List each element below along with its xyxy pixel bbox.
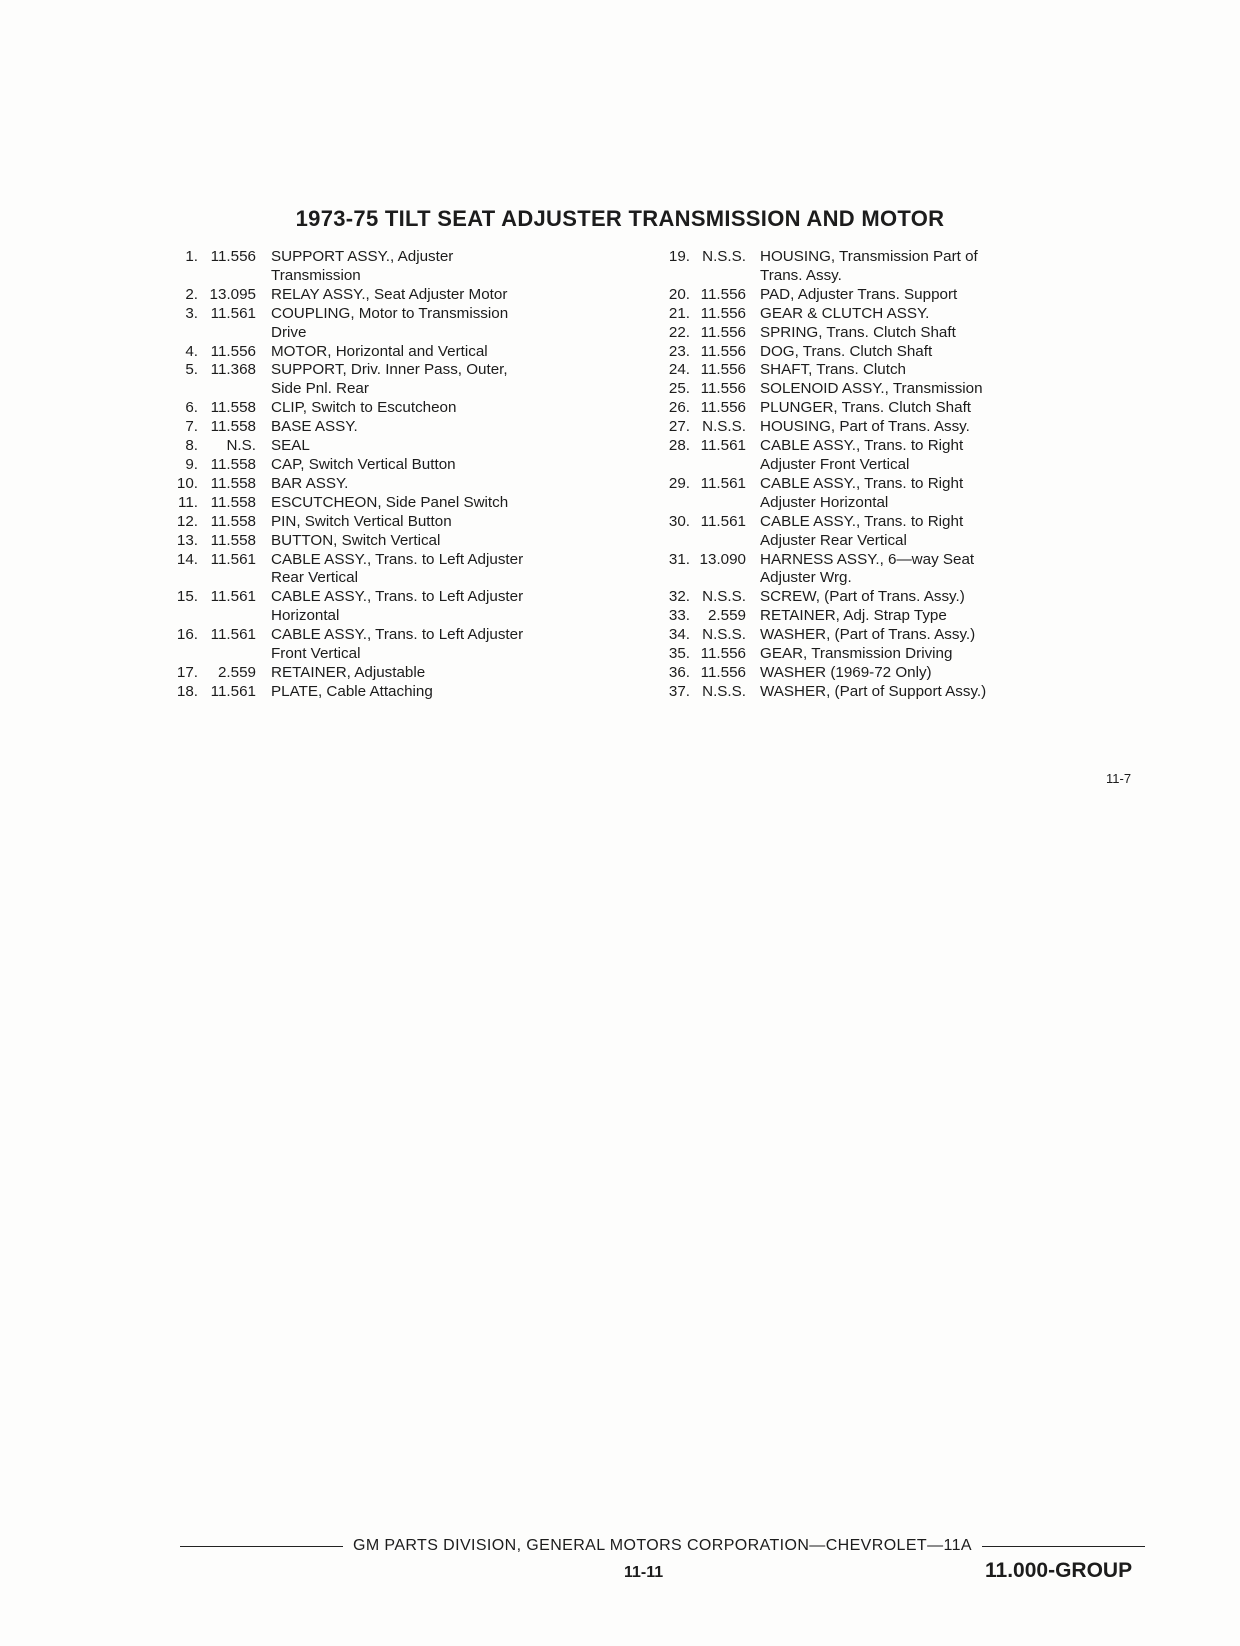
- parts-list-item: [170, 494, 610, 513]
- item-number: 8.: [185, 437, 198, 455]
- group-number: 11.556: [700, 380, 746, 398]
- part-description-line: COUPLING, Motor to Transmission: [271, 304, 509, 322]
- parts-list-item: [664, 305, 1044, 324]
- item-number: 18.: [176, 682, 198, 700]
- part-description: [271, 343, 610, 362]
- part-description-line: MOTOR, Horizontal and Vertical: [271, 342, 488, 360]
- part-description: [760, 437, 1044, 475]
- item-number: 30.: [668, 512, 690, 530]
- group-number: 2.559: [707, 607, 746, 625]
- group-number: N.S.S.: [702, 248, 746, 265]
- part-description-line: CABLE ASSY., Trans. to Left Adjuster: [271, 588, 524, 606]
- parts-list-item: [664, 343, 1044, 362]
- part-description-line: Adjuster Wrg.: [760, 569, 852, 587]
- part-description-line: GEAR & CLUTCH ASSY.: [760, 304, 930, 322]
- item-number: 36.: [668, 663, 690, 681]
- part-description-line: HOUSING, Transmission Part of: [760, 248, 978, 265]
- footer-rule-left: [180, 1546, 343, 1547]
- item-number: 10.: [176, 474, 198, 492]
- parts-list-item: [170, 343, 610, 362]
- group-label: 11.000-GROUP: [985, 1559, 1133, 1582]
- group-number: 11.556: [210, 342, 256, 360]
- item-number: 27.: [668, 418, 690, 436]
- group-number: 11.556: [700, 663, 746, 681]
- part-description-line: CLIP, Switch to Escutcheon: [271, 399, 457, 417]
- parts-list-item: [170, 551, 610, 589]
- part-description-line: SHAFT, Trans. Clutch: [760, 361, 907, 379]
- part-description: [760, 343, 1044, 362]
- group-number: 11.556: [700, 399, 746, 417]
- item-number: 29.: [668, 474, 690, 492]
- item-number: 15.: [176, 588, 198, 606]
- part-description: [760, 418, 1044, 437]
- group-number: N.S.: [226, 437, 256, 455]
- group-number: 11.561: [210, 550, 256, 568]
- parts-list-item: [170, 248, 610, 286]
- part-description-line: PIN, Switch Vertical Button: [271, 512, 452, 530]
- part-description: [760, 324, 1044, 343]
- part-description: [760, 286, 1044, 305]
- parts-list-item: [664, 475, 1044, 513]
- part-description: [271, 399, 610, 418]
- parts-list-item: [170, 286, 610, 305]
- part-description-line: Side Pnl. Rear: [271, 380, 369, 398]
- parts-list-item: [170, 664, 610, 683]
- part-description: [271, 683, 610, 702]
- part-description-line: CAP, Switch Vertical Button: [271, 455, 456, 473]
- part-description-line: RETAINER, Adj. Strap Type: [760, 607, 947, 625]
- part-description-line: GEAR, Transmission Driving: [760, 645, 953, 663]
- parts-list-item: [170, 475, 610, 494]
- parts-list-item: [170, 513, 610, 532]
- footer-rule-right: [982, 1546, 1145, 1547]
- parts-list-item: [664, 664, 1044, 683]
- parts-list-item: [170, 626, 610, 664]
- item-number: 19.: [668, 248, 690, 265]
- parts-list-item: [664, 418, 1044, 437]
- parts-list-item: [664, 645, 1044, 664]
- part-description: [271, 456, 610, 475]
- part-description-line: SUPPORT, Driv. Inner Pass, Outer,: [271, 361, 508, 379]
- part-description-line: Front Vertical: [271, 645, 361, 663]
- page-title: 1973-75 TILT SEAT ADJUSTER TRANSMISSION AND MOTOR: [295, 206, 945, 231]
- part-description: [271, 664, 610, 683]
- group-number: 11.558: [210, 455, 256, 473]
- part-description: [760, 664, 1044, 683]
- parts-list-right: [664, 248, 1044, 702]
- part-description-line: HARNESS ASSY., 6—way Seat: [760, 550, 975, 568]
- group-number: 11.556: [700, 285, 746, 303]
- item-number: 31.: [668, 550, 690, 568]
- part-description: [760, 626, 1044, 645]
- part-description-line: Adjuster Front Vertical: [760, 455, 910, 473]
- item-number: 16.: [176, 626, 198, 644]
- parts-list-item: [664, 399, 1044, 418]
- part-description: [760, 551, 1044, 589]
- part-description-line: SUPPORT ASSY., Adjuster: [271, 248, 454, 265]
- part-description: [271, 494, 610, 513]
- group-number: 11.558: [210, 399, 256, 417]
- part-description: [760, 380, 1044, 399]
- item-number: 5.: [185, 361, 198, 379]
- item-number: 6.: [185, 399, 198, 417]
- part-description-line: BAR ASSY.: [271, 474, 349, 492]
- illustration-reference: 11-7: [1106, 771, 1132, 786]
- part-description-line: CABLE ASSY., Trans. to Right: [760, 437, 964, 455]
- part-description-line: CABLE ASSY., Trans. to Right: [760, 474, 964, 492]
- group-number: 11.556: [700, 323, 746, 341]
- item-number: 24.: [668, 361, 690, 379]
- item-number: 23.: [668, 342, 690, 360]
- part-description-line: PLATE, Cable Attaching: [271, 682, 433, 700]
- parts-list-item: [664, 324, 1044, 343]
- part-description-line: HOUSING, Part of Trans. Assy.: [760, 418, 970, 436]
- parts-list-item: [170, 683, 610, 702]
- part-description: [760, 305, 1044, 324]
- part-description: [271, 418, 610, 437]
- part-description-line: CABLE ASSY., Trans. to Left Adjuster: [271, 626, 524, 644]
- group-number: 11.558: [210, 418, 256, 436]
- footer: [180, 1537, 1145, 1555]
- page-number: 11-11: [624, 1564, 664, 1581]
- parts-list-item: [664, 361, 1044, 380]
- parts-list-item: [664, 551, 1044, 589]
- item-number: 3.: [185, 304, 198, 322]
- part-description-line: DOG, Trans. Clutch Shaft: [760, 342, 933, 360]
- item-number: 2.: [185, 285, 198, 303]
- part-description: [271, 475, 610, 494]
- group-number: 11.558: [210, 531, 256, 549]
- part-description: [760, 361, 1044, 380]
- parts-list-item: [664, 437, 1044, 475]
- group-number: 11.561: [210, 304, 256, 322]
- parts-list-item: [664, 380, 1044, 399]
- part-description: [271, 513, 610, 532]
- part-description: [271, 437, 610, 456]
- item-number: 17.: [176, 663, 198, 681]
- group-number: 11.556: [210, 248, 256, 265]
- group-number: 11.556: [700, 645, 746, 663]
- part-description: [760, 645, 1044, 664]
- item-number: 35.: [668, 645, 690, 663]
- parts-list-left: [170, 248, 610, 702]
- group-number: 11.556: [700, 304, 746, 322]
- parts-list-item: [664, 286, 1044, 305]
- group-number: 11.561: [210, 626, 256, 644]
- part-description-line: SEAL: [271, 437, 310, 455]
- item-number: 14.: [176, 550, 198, 568]
- group-number: N.S.S.: [702, 418, 746, 436]
- group-number: N.S.S.: [702, 626, 746, 644]
- parts-list-item: [170, 305, 610, 343]
- parts-list-item: [170, 418, 610, 437]
- part-description-line: PAD, Adjuster Trans. Support: [760, 285, 958, 303]
- group-number: 11.561: [700, 512, 746, 530]
- part-description: [760, 607, 1044, 626]
- item-number: 7.: [185, 418, 198, 436]
- item-number: 20.: [668, 285, 690, 303]
- part-description: [760, 475, 1044, 513]
- part-description: [271, 551, 610, 589]
- part-description-line: RELAY ASSY., Seat Adjuster Motor: [271, 285, 508, 303]
- part-description: [760, 399, 1044, 418]
- group-number: 2.559: [217, 663, 256, 681]
- item-number: 21.: [668, 304, 690, 322]
- group-number: 11.561: [210, 682, 256, 700]
- parts-list-item: [664, 588, 1044, 607]
- part-description-line: CABLE ASSY., Trans. to Left Adjuster: [271, 550, 524, 568]
- item-number: 25.: [668, 380, 690, 398]
- item-number: 22.: [668, 323, 690, 341]
- item-number: 26.: [668, 399, 690, 417]
- group-number: 11.558: [210, 474, 256, 492]
- item-number: 11.: [178, 493, 198, 511]
- group-number: 13.090: [699, 550, 746, 568]
- part-description: [271, 588, 610, 626]
- group-number: 11.558: [210, 512, 256, 530]
- item-number: 37.: [668, 682, 690, 700]
- item-number: 1.: [185, 248, 198, 265]
- item-number: 12.: [176, 512, 198, 530]
- parts-list-item: [170, 437, 610, 456]
- part-description-line: CABLE ASSY., Trans. to Right: [760, 512, 964, 530]
- item-number: 28.: [668, 437, 690, 455]
- item-number: 13.: [176, 531, 198, 549]
- group-number: 11.561: [210, 588, 256, 606]
- part-description-line: PLUNGER, Trans. Clutch Shaft: [760, 399, 972, 417]
- part-description-line: WASHER, (Part of Trans. Assy.): [760, 626, 976, 644]
- group-number: 11.561: [700, 474, 746, 492]
- item-number: 33.: [668, 607, 690, 625]
- part-description: [271, 305, 610, 343]
- part-description-line: SOLENOID ASSY., Transmission: [760, 380, 983, 398]
- group-number: 11.561: [700, 437, 746, 455]
- part-description-line: Adjuster Horizontal: [760, 493, 889, 511]
- item-number: 32.: [668, 588, 690, 606]
- part-description: [760, 588, 1044, 607]
- parts-list-item: [170, 588, 610, 626]
- part-description: [271, 286, 610, 305]
- parts-list-item: [664, 248, 1044, 286]
- part-description-line: SPRING, Trans. Clutch Shaft: [760, 323, 956, 341]
- part-description: [760, 513, 1044, 551]
- part-description-line: Horizontal: [271, 607, 340, 625]
- item-number: 34.: [668, 626, 690, 644]
- parts-list-item: [170, 456, 610, 475]
- parts-list-item: [170, 532, 610, 551]
- part-description-line: BASE ASSY.: [271, 418, 358, 436]
- part-description-line: SCREW, (Part of Trans. Assy.): [760, 588, 965, 606]
- part-description-line: WASHER (1969-72 Only): [760, 663, 932, 681]
- footer-text: GM PARTS DIVISION, GENERAL MOTORS CORPORATION—CHEVROLET—11A: [353, 1537, 972, 1554]
- part-description: [271, 248, 610, 286]
- part-description-line: ESCUTCHEON, Side Panel Switch: [271, 493, 509, 511]
- part-description: [271, 532, 610, 551]
- part-description: [760, 683, 1044, 702]
- group-number: N.S.S.: [702, 588, 746, 606]
- part-description-line: BUTTON, Switch Vertical: [271, 531, 441, 549]
- part-description-line: Transmission: [271, 266, 361, 284]
- group-number: 11.556: [700, 361, 746, 379]
- parts-list-item: [170, 399, 610, 418]
- item-number: 9.: [185, 455, 198, 473]
- part-description: [271, 361, 610, 399]
- part-description-line: Trans. Assy.: [760, 266, 842, 284]
- group-number: 11.556: [700, 342, 746, 360]
- part-description-line: RETAINER, Adjustable: [271, 663, 426, 681]
- parts-list-item: [664, 513, 1044, 551]
- parts-list-item: [664, 607, 1044, 626]
- item-number: 4.: [185, 342, 198, 360]
- part-description: [760, 248, 1044, 286]
- part-description-line: WASHER, (Part of Support Assy.): [760, 682, 987, 700]
- group-number: 11.368: [210, 361, 256, 379]
- part-description-line: Rear Vertical: [271, 569, 358, 587]
- group-number: N.S.S.: [702, 682, 746, 700]
- parts-list-item: [170, 361, 610, 399]
- parts-list-item: [664, 626, 1044, 645]
- part-description: [271, 626, 610, 664]
- group-number: 11.558: [210, 493, 256, 511]
- part-description-line: Adjuster Rear Vertical: [760, 531, 907, 549]
- group-number: 13.095: [209, 285, 256, 303]
- parts-list-item: [664, 683, 1044, 702]
- part-description-line: Drive: [271, 323, 307, 341]
